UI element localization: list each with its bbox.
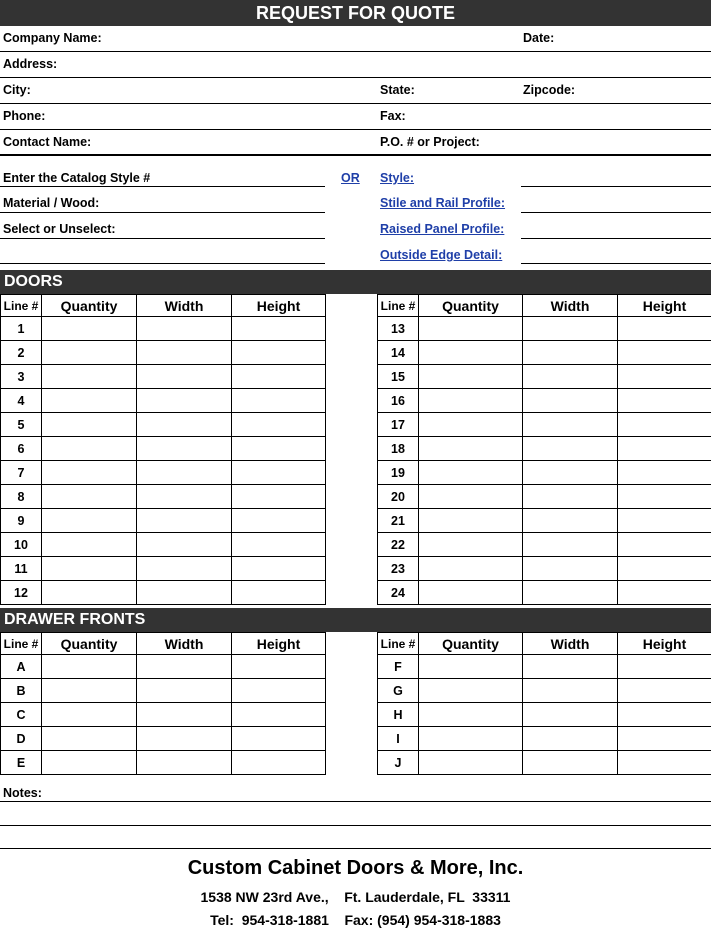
height-cell[interactable] <box>232 485 326 509</box>
height-cell[interactable] <box>618 413 711 437</box>
table-row <box>1 509 326 533</box>
width-cell[interactable] <box>523 751 618 775</box>
width-cell[interactable] <box>137 727 232 751</box>
height-cell[interactable] <box>618 533 711 557</box>
table-row <box>1 437 326 461</box>
line-number: 13 <box>378 317 419 341</box>
quantity-cell[interactable] <box>419 413 523 437</box>
contact-row <box>0 130 711 156</box>
quantity-cell[interactable] <box>419 727 523 751</box>
line-number: 3 <box>1 365 42 389</box>
height-header: Height <box>618 295 711 317</box>
quantity-cell[interactable] <box>419 655 523 679</box>
quantity-cell[interactable] <box>419 389 523 413</box>
footer-address: 1538 NW 23rd Ave., Ft. Lauderdale, FL 33311 <box>200 889 511 905</box>
table-row <box>378 389 711 413</box>
table-row <box>1 365 326 389</box>
table-row <box>378 485 711 509</box>
height-cell[interactable] <box>232 751 326 775</box>
quantity-cell[interactable] <box>42 365 137 389</box>
quantity-cell[interactable] <box>419 365 523 389</box>
height-cell[interactable] <box>618 655 711 679</box>
outside-edge-line[interactable] <box>521 263 711 264</box>
height-cell[interactable] <box>618 509 711 533</box>
date-label: Date: <box>523 31 555 45</box>
height-cell[interactable] <box>232 727 326 751</box>
table-row <box>1 485 326 509</box>
table-row <box>1 751 326 775</box>
catalog-style-line[interactable] <box>0 186 325 187</box>
line-number: A <box>1 655 42 679</box>
table-row <box>378 341 711 365</box>
height-cell[interactable] <box>618 727 711 751</box>
width-cell[interactable] <box>137 437 232 461</box>
table-row <box>1 679 326 703</box>
line-header: Line # <box>378 633 419 655</box>
height-cell[interactable] <box>232 341 326 365</box>
table-row <box>378 365 711 389</box>
height-cell[interactable] <box>618 581 711 605</box>
line-number: G <box>378 679 419 703</box>
style-line[interactable] <box>521 186 711 187</box>
style-link[interactable]: Style: <box>380 171 415 185</box>
line-header: Line # <box>1 633 42 655</box>
width-cell[interactable] <box>137 461 232 485</box>
quantity-header: Quantity <box>419 633 523 655</box>
height-cell[interactable] <box>618 751 711 775</box>
fax-label: Fax: <box>380 109 406 123</box>
doors-header: DOORS <box>0 270 711 294</box>
quantity-cell[interactable] <box>42 389 137 413</box>
quantity-header: Quantity <box>419 295 523 317</box>
table-row <box>1 341 326 365</box>
width-cell[interactable] <box>137 533 232 557</box>
table-row <box>1 557 326 581</box>
height-cell[interactable] <box>618 461 711 485</box>
quantity-cell[interactable] <box>42 533 137 557</box>
quantity-cell[interactable] <box>42 581 137 605</box>
height-cell[interactable] <box>232 461 326 485</box>
line-number: 5 <box>1 413 42 437</box>
width-cell[interactable] <box>523 461 618 485</box>
line-number: 2 <box>1 341 42 365</box>
width-cell[interactable] <box>137 509 232 533</box>
line-number: 7 <box>1 461 42 485</box>
table-row <box>378 533 711 557</box>
width-cell[interactable] <box>523 389 618 413</box>
width-cell[interactable] <box>137 413 232 437</box>
drawers-table-left <box>0 632 326 775</box>
table-row <box>378 413 711 437</box>
width-cell[interactable] <box>523 655 618 679</box>
outside-edge-link[interactable]: Outside Edge Detail: <box>380 248 503 262</box>
width-cell[interactable] <box>523 413 618 437</box>
footer-phone: Tel: 954-318-1881 Fax: (954) 954-318-1883 <box>210 912 501 928</box>
table-row <box>378 317 711 341</box>
line-header: Line # <box>378 295 419 317</box>
address-label: Address: <box>3 57 58 71</box>
line-number: C <box>1 703 42 727</box>
notes-line-2[interactable] <box>0 825 711 826</box>
table-row <box>378 581 711 605</box>
width-cell[interactable] <box>137 389 232 413</box>
table-row <box>378 509 711 533</box>
height-cell[interactable] <box>232 679 326 703</box>
quantity-cell[interactable] <box>42 485 137 509</box>
line-number: 20 <box>378 485 419 509</box>
table-row <box>378 679 711 703</box>
quantity-header: Quantity <box>42 295 137 317</box>
drawer-fronts-header: DRAWER FRONTS <box>0 608 711 632</box>
table-row <box>1 655 326 679</box>
line-number: 1 <box>1 317 42 341</box>
line-number: 18 <box>378 437 419 461</box>
table-row <box>378 703 711 727</box>
width-cell[interactable] <box>523 509 618 533</box>
stile-rail-link[interactable]: Stile and Rail Profile: <box>380 196 506 210</box>
company-row <box>0 26 711 52</box>
width-cell[interactable] <box>523 581 618 605</box>
width-cell[interactable] <box>137 341 232 365</box>
height-cell[interactable] <box>232 509 326 533</box>
height-cell[interactable] <box>618 365 711 389</box>
quantity-cell[interactable] <box>42 341 137 365</box>
line-number: 22 <box>378 533 419 557</box>
state-label: State: <box>380 83 415 97</box>
quantity-cell[interactable] <box>42 703 137 727</box>
quantity-cell[interactable] <box>419 317 523 341</box>
doors-table-left <box>0 294 326 605</box>
line-number: 12 <box>1 581 42 605</box>
height-cell[interactable] <box>618 703 711 727</box>
quantity-cell[interactable] <box>419 557 523 581</box>
raised-panel-line[interactable] <box>521 238 711 239</box>
height-cell[interactable] <box>232 413 326 437</box>
quantity-cell[interactable] <box>42 317 137 341</box>
line-number: 23 <box>378 557 419 581</box>
contact-name-label: Contact Name: <box>3 135 92 149</box>
width-cell[interactable] <box>137 703 232 727</box>
height-header: Height <box>232 633 326 655</box>
table-row <box>1 413 326 437</box>
width-cell[interactable] <box>137 557 232 581</box>
drawers-table-right <box>377 632 711 775</box>
height-cell[interactable] <box>618 679 711 703</box>
quantity-header: Quantity <box>42 633 137 655</box>
table-row <box>378 727 711 751</box>
quantity-cell[interactable] <box>42 413 137 437</box>
table-row <box>1 703 326 727</box>
quantity-cell[interactable] <box>419 341 523 365</box>
quantity-cell[interactable] <box>42 655 137 679</box>
line-number: 10 <box>1 533 42 557</box>
address-row <box>0 52 711 78</box>
height-cell[interactable] <box>232 533 326 557</box>
width-cell[interactable] <box>137 679 232 703</box>
quantity-cell[interactable] <box>419 533 523 557</box>
line-number: F <box>378 655 419 679</box>
line-number: 9 <box>1 509 42 533</box>
line-number: B <box>1 679 42 703</box>
height-cell[interactable] <box>618 557 711 581</box>
city-label: City: <box>3 83 31 97</box>
quantity-cell[interactable] <box>42 727 137 751</box>
company-name-label: Company Name: <box>3 31 102 45</box>
line-number: 6 <box>1 437 42 461</box>
footer-company-name: Custom Cabinet Doors & More, Inc. <box>187 857 524 879</box>
select-label: Select or Unselect: <box>3 222 116 236</box>
catalog-style-label: Enter the Catalog Style # <box>3 171 151 185</box>
quantity-cell[interactable] <box>419 581 523 605</box>
table-row <box>378 557 711 581</box>
raised-panel-link[interactable]: Raised Panel Profile: <box>380 222 505 236</box>
line-number: 8 <box>1 485 42 509</box>
quantity-cell[interactable] <box>419 461 523 485</box>
table-row <box>1 317 326 341</box>
height-cell[interactable] <box>618 389 711 413</box>
line-number: I <box>378 727 419 751</box>
line-number: 21 <box>378 509 419 533</box>
height-cell[interactable] <box>232 365 326 389</box>
height-header: Height <box>232 295 326 317</box>
line-number: 24 <box>378 581 419 605</box>
width-cell[interactable] <box>523 341 618 365</box>
height-header: Height <box>618 633 711 655</box>
width-cell[interactable] <box>523 727 618 751</box>
height-cell[interactable] <box>618 485 711 509</box>
width-cell[interactable] <box>523 485 618 509</box>
table-row <box>378 751 711 775</box>
width-cell[interactable] <box>523 533 618 557</box>
width-cell[interactable] <box>137 365 232 389</box>
width-cell[interactable] <box>137 655 232 679</box>
quantity-cell[interactable] <box>419 485 523 509</box>
quantity-cell[interactable] <box>42 461 137 485</box>
material-line[interactable] <box>0 212 325 213</box>
zipcode-label: Zipcode: <box>523 83 576 97</box>
height-cell[interactable] <box>232 557 326 581</box>
table-row <box>378 655 711 679</box>
height-cell[interactable] <box>232 581 326 605</box>
phone-row <box>0 104 711 130</box>
width-cell[interactable] <box>137 485 232 509</box>
form-title: REQUEST FOR QUOTE <box>0 0 711 26</box>
table-row <box>1 727 326 751</box>
line-number: H <box>378 703 419 727</box>
quantity-cell[interactable] <box>419 679 523 703</box>
quantity-cell[interactable] <box>419 703 523 727</box>
line-number: 4 <box>1 389 42 413</box>
quantity-cell[interactable] <box>419 509 523 533</box>
material-label: Material / Wood: <box>3 196 100 210</box>
width-cell[interactable] <box>137 317 232 341</box>
table-row <box>1 533 326 557</box>
line-number: 15 <box>378 365 419 389</box>
width-cell[interactable] <box>137 581 232 605</box>
city-row <box>0 78 711 104</box>
width-cell[interactable] <box>137 751 232 775</box>
extra-line[interactable] <box>0 263 325 264</box>
line-number: J <box>378 751 419 775</box>
line-number: D <box>1 727 42 751</box>
phone-label: Phone: <box>3 109 46 123</box>
quantity-cell[interactable] <box>42 679 137 703</box>
quantity-cell[interactable] <box>42 751 137 775</box>
select-line[interactable] <box>0 238 325 239</box>
quantity-cell[interactable] <box>42 437 137 461</box>
line-header: Line # <box>1 295 42 317</box>
width-header: Width <box>137 633 232 655</box>
height-cell[interactable] <box>232 655 326 679</box>
height-cell[interactable] <box>618 437 711 461</box>
notes-line-3[interactable] <box>0 848 711 849</box>
width-cell[interactable] <box>523 679 618 703</box>
quantity-cell[interactable] <box>42 557 137 581</box>
width-cell[interactable] <box>523 365 618 389</box>
width-header: Width <box>523 295 618 317</box>
width-cell[interactable] <box>523 437 618 461</box>
width-cell[interactable] <box>523 703 618 727</box>
table-row <box>1 461 326 485</box>
line-number: 19 <box>378 461 419 485</box>
table-row <box>378 461 711 485</box>
table-row <box>1 389 326 413</box>
width-header: Width <box>137 295 232 317</box>
line-number: 11 <box>1 557 42 581</box>
notes-line-1[interactable] <box>0 801 711 802</box>
notes-label: Notes: <box>3 786 42 800</box>
height-cell[interactable] <box>232 389 326 413</box>
width-cell[interactable] <box>523 317 618 341</box>
line-number: E <box>1 751 42 775</box>
po-project-label: P.O. # or Project: <box>380 135 480 149</box>
table-row <box>378 437 711 461</box>
height-cell[interactable] <box>232 437 326 461</box>
stile-rail-line[interactable] <box>521 212 711 213</box>
width-header: Width <box>523 633 618 655</box>
height-cell[interactable] <box>232 317 326 341</box>
line-number: 14 <box>378 341 419 365</box>
line-number: 17 <box>378 413 419 437</box>
quantity-cell[interactable] <box>419 437 523 461</box>
quantity-cell[interactable] <box>419 751 523 775</box>
height-cell[interactable] <box>232 703 326 727</box>
or-link[interactable]: OR <box>341 171 360 185</box>
quantity-cell[interactable] <box>42 509 137 533</box>
doors-table-right <box>377 294 711 605</box>
table-row <box>1 581 326 605</box>
height-cell[interactable] <box>618 341 711 365</box>
width-cell[interactable] <box>523 557 618 581</box>
height-cell[interactable] <box>618 317 711 341</box>
line-number: 16 <box>378 389 419 413</box>
